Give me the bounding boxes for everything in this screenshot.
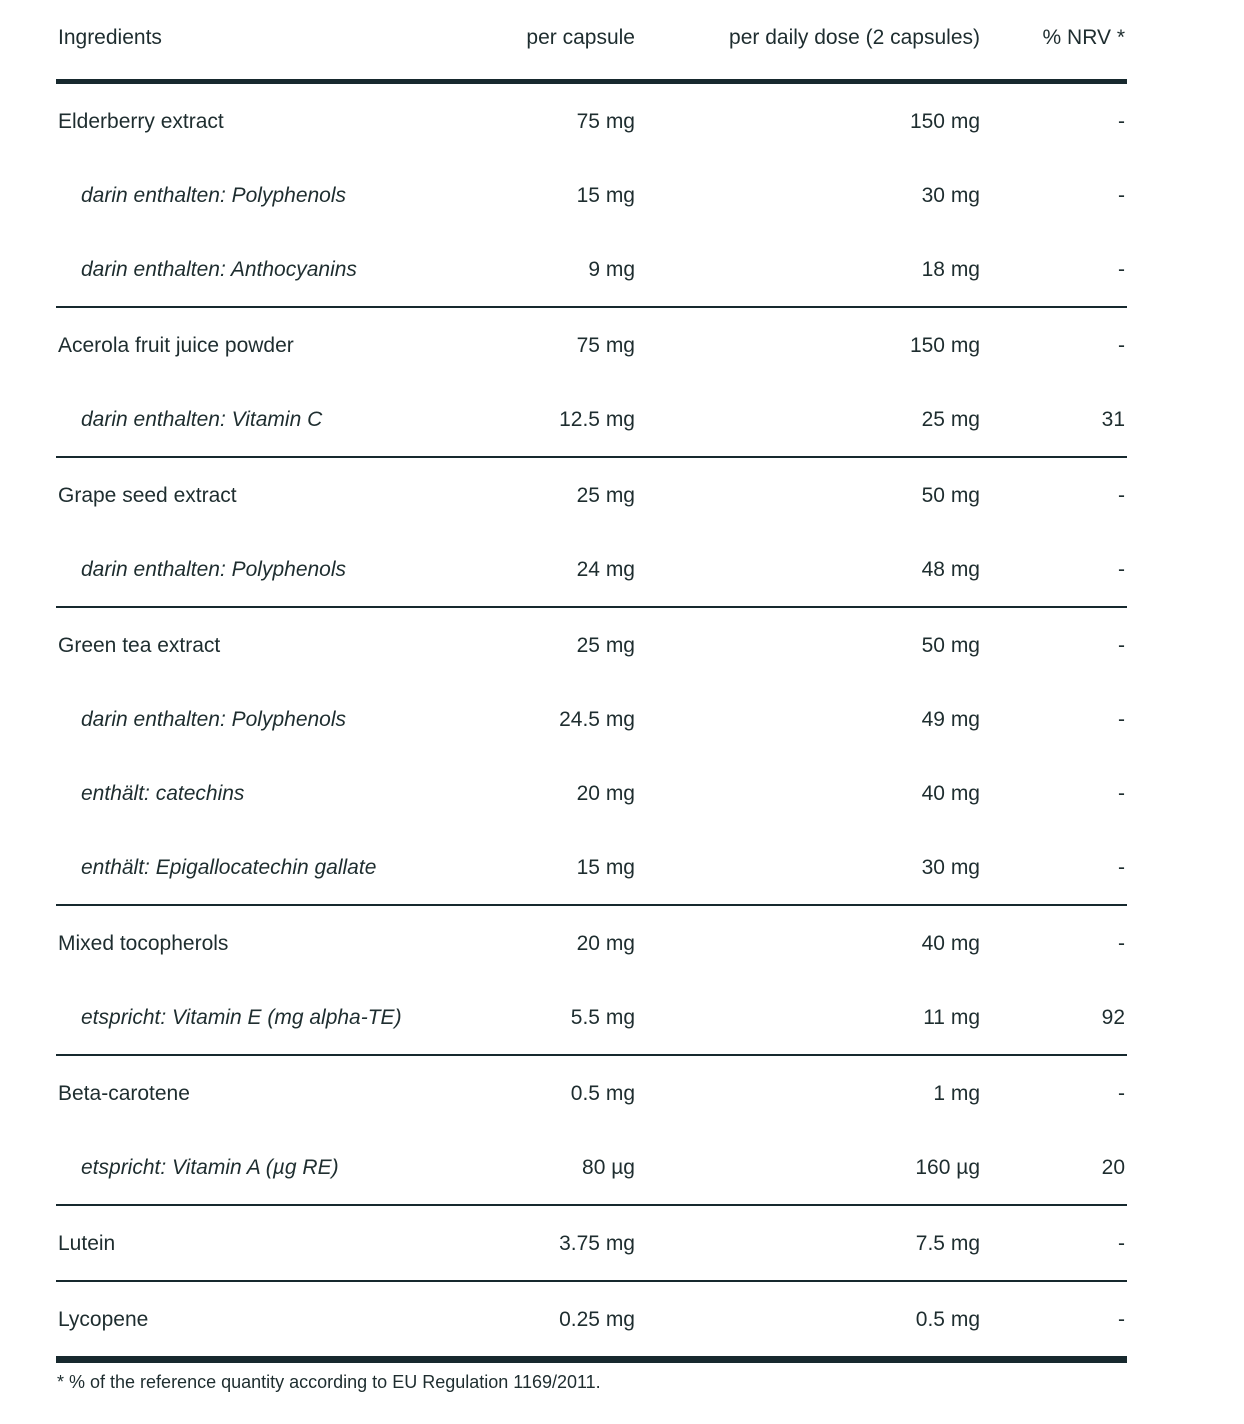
per-daily-dose-value: 50 mg: [921, 634, 980, 657]
per-daily-dose-value: 40 mg: [921, 782, 980, 805]
per-capsule-value: 9 mg: [588, 258, 635, 281]
table-row: [56, 608, 1127, 682]
nrv-value: -: [1118, 782, 1125, 805]
table-header: [56, 0, 1127, 84]
per-daily-dose-value: 18 mg: [921, 258, 980, 281]
ingredient-group: [56, 1206, 1127, 1282]
ingredient-group: [56, 84, 1127, 308]
ingredient-name: darin enthalten: Polyphenols: [81, 708, 347, 731]
ingredient-name: darin enthalten: Polyphenols: [81, 558, 347, 581]
per-daily-dose-value: 150 mg: [909, 110, 980, 133]
table-row: [56, 1206, 1127, 1280]
table-row: [56, 84, 1127, 158]
table-row: [56, 458, 1127, 532]
table-row: [56, 1056, 1127, 1130]
footnote: * % of the reference quantity according to EU Regulation 1169/2011.: [57, 1372, 601, 1392]
per-daily-dose-value: 30 mg: [921, 184, 980, 207]
table-subrow: [56, 158, 1127, 232]
table-row: [56, 1282, 1127, 1356]
per-capsule-value: 80 µg: [582, 1156, 635, 1179]
ingredient-name: Elderberry extract: [58, 110, 224, 133]
header-ingredients: Ingredients: [58, 26, 162, 49]
ingredient-name: enthält: Epigallocatechin gallate: [81, 856, 377, 879]
ingredient-group: [56, 906, 1127, 1056]
header-per-daily-dose: per daily dose (2 capsules): [729, 26, 980, 49]
per-daily-dose-value: 40 mg: [921, 932, 980, 955]
per-capsule-value: 25 mg: [576, 484, 635, 507]
ingredient-name: enthält: catechins: [81, 782, 245, 805]
table-body: [56, 84, 1127, 1363]
ingredient-name: Acerola fruit juice powder: [58, 334, 294, 357]
ingredient-name: Beta-carotene: [58, 1082, 190, 1105]
per-daily-dose-value: 7.5 mg: [915, 1232, 980, 1255]
nrv-value: -: [1118, 110, 1125, 133]
per-daily-dose-value: 11 mg: [923, 1006, 980, 1029]
nrv-value: -: [1118, 932, 1125, 955]
table-subrow: [56, 232, 1127, 306]
nrv-value: -: [1118, 634, 1125, 657]
per-daily-dose-value: 49 mg: [921, 708, 980, 731]
table-subrow: [56, 1130, 1127, 1204]
header-nrv: % NRV *: [1042, 26, 1125, 49]
nrv-value: -: [1118, 184, 1125, 207]
per-daily-dose-value: 150 mg: [909, 334, 980, 357]
ingredient-name: Lycopene: [58, 1308, 149, 1331]
per-daily-dose-value: 160 µg: [915, 1156, 980, 1179]
per-daily-dose-value: 50 mg: [921, 484, 980, 507]
table-subrow: [56, 756, 1127, 830]
nrv-value: -: [1118, 856, 1125, 879]
ingredient-name: etspricht: Vitamin E (mg alpha-TE): [81, 1006, 402, 1029]
ingredient-name: Lutein: [58, 1232, 116, 1255]
per-capsule-value: 5.5 mg: [570, 1006, 635, 1029]
nutrition-table: [56, 0, 1127, 1363]
nrv-value: -: [1118, 558, 1125, 581]
ingredient-group: [56, 308, 1127, 458]
nrv-value: -: [1118, 1082, 1125, 1105]
per-capsule-value: 20 mg: [576, 782, 635, 805]
ingredient-name: Green tea extract: [58, 634, 221, 657]
table-subrow: [56, 532, 1127, 606]
per-capsule-value: 24.5 mg: [559, 708, 635, 731]
per-daily-dose-value: 1 mg: [933, 1082, 980, 1105]
table-subrow: [56, 682, 1127, 756]
per-capsule-value: 24 mg: [576, 558, 635, 581]
nrv-value: -: [1118, 258, 1125, 281]
per-capsule-value: 3.75 mg: [559, 1232, 635, 1255]
ingredient-name: darin enthalten: Polyphenols: [81, 184, 347, 207]
table-subrow: [56, 980, 1127, 1054]
ingredient-group: [56, 1282, 1127, 1363]
per-capsule-value: 0.25 mg: [559, 1308, 635, 1331]
per-capsule-value: 75 mg: [576, 334, 635, 357]
ingredient-name: Mixed tocopherols: [58, 932, 229, 955]
nrv-value: 31: [1101, 408, 1125, 431]
nrv-value: -: [1118, 334, 1125, 357]
ingredient-name: Grape seed extract: [58, 484, 237, 507]
per-daily-dose-value: 48 mg: [921, 558, 980, 581]
table-row: [56, 906, 1127, 980]
nrv-value: 92: [1101, 1006, 1125, 1029]
per-capsule-value: 0.5 mg: [570, 1082, 635, 1105]
per-capsule-value: 15 mg: [576, 856, 635, 879]
table-subrow: [56, 830, 1127, 904]
nrv-value: 20: [1101, 1156, 1125, 1179]
ingredient-group: [56, 1056, 1127, 1206]
nrv-value: -: [1118, 484, 1125, 507]
per-capsule-value: 12.5 mg: [559, 408, 635, 431]
per-capsule-value: 20 mg: [576, 932, 635, 955]
ingredient-name: darin enthalten: Anthocyanins: [81, 258, 357, 281]
nrv-value: -: [1118, 708, 1125, 731]
per-daily-dose-value: 0.5 mg: [915, 1308, 980, 1331]
per-daily-dose-value: 25 mg: [921, 408, 980, 431]
nrv-value: -: [1118, 1308, 1125, 1331]
ingredient-group: [56, 608, 1127, 906]
per-capsule-value: 25 mg: [576, 634, 635, 657]
ingredient-group: [56, 458, 1127, 608]
ingredient-name: etspricht: Vitamin A (µg RE): [81, 1156, 339, 1179]
table-subrow: [56, 382, 1127, 456]
per-capsule-value: 75 mg: [576, 110, 635, 133]
ingredient-name: darin enthalten: Vitamin C: [81, 408, 323, 431]
nrv-value: -: [1118, 1232, 1125, 1255]
per-capsule-value: 15 mg: [576, 184, 635, 207]
header-per-capsule: per capsule: [526, 26, 635, 49]
table-row: [56, 308, 1127, 382]
per-daily-dose-value: 30 mg: [921, 856, 980, 879]
